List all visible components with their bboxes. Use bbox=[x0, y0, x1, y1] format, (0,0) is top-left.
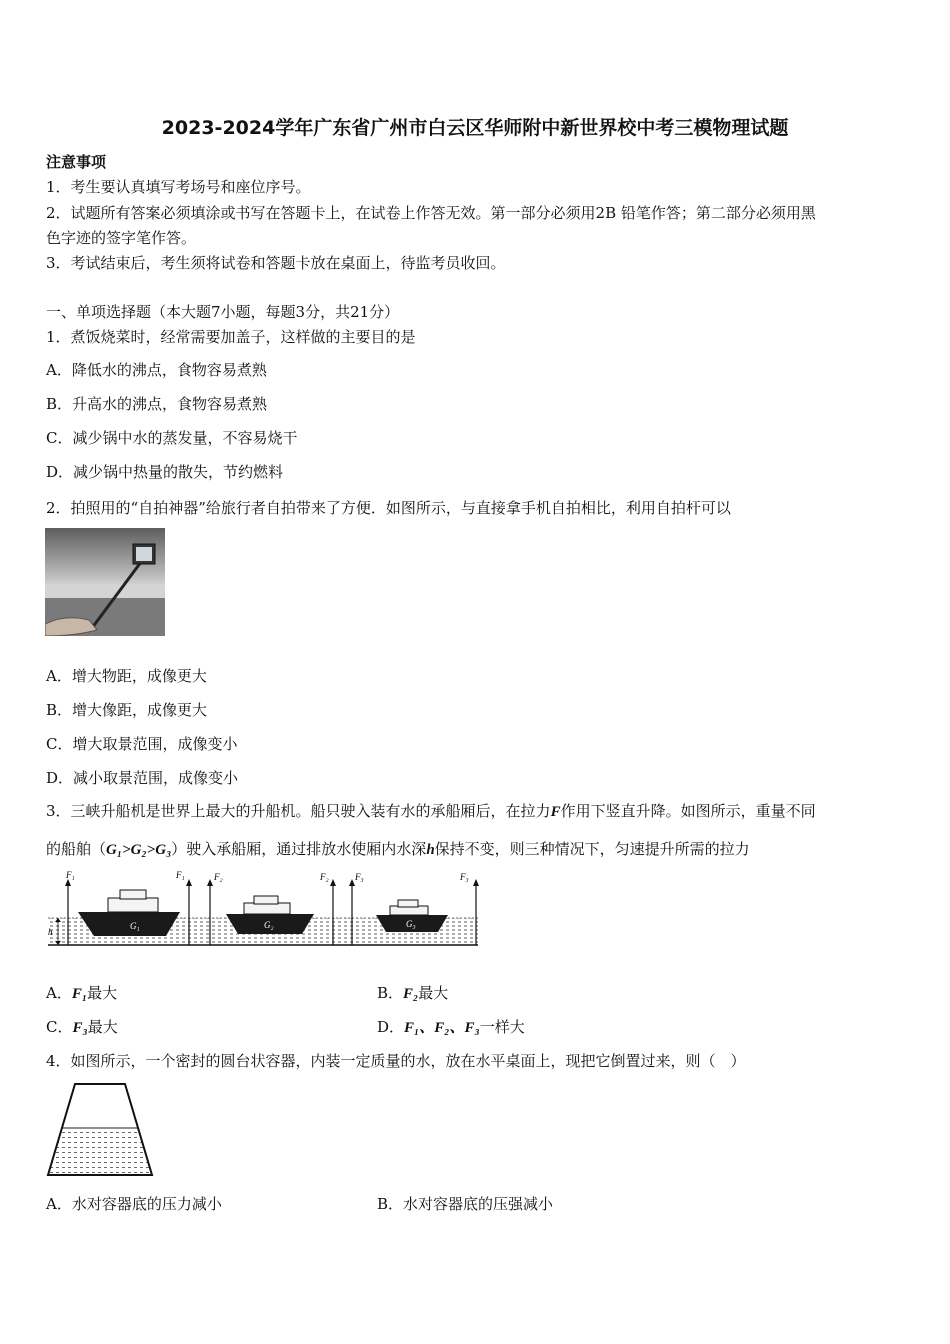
notice-item: 2．试题所有答案必须填涂或书写在答题卡上，在试卷上作答无效。第一部分必须用2B 铅笔作答；第二部分必须用黑 bbox=[46, 204, 816, 222]
question-2-stem: 2．拍照用的“自拍神器”给旅行者自拍带来了方便．如图所示，与直接拿手机自拍相比，利用自拍杆可以 bbox=[46, 499, 731, 517]
f3-label-left: F₃ bbox=[355, 872, 364, 882]
q4-option-a: A．水对容器底的压力减小 bbox=[46, 1195, 222, 1213]
notice-item: 3．考试结束后，考生须将试卷和答题卡放在桌面上，待监考员收回。 bbox=[46, 254, 506, 272]
frustum-container-diagram bbox=[44, 1080, 156, 1178]
q3-option-b: B．F₂最大 bbox=[377, 984, 449, 1002]
f2-label-right: F₂ bbox=[320, 872, 329, 882]
g2-label: G₂ bbox=[264, 920, 274, 930]
question-3-stem-line2: 的船舶（G₁>G₂>G₃）驶入承船厢，通过排放水使厢内水深h保持不变，则三种情况下，匀速提升所需的拉力 bbox=[46, 840, 750, 858]
page-title: 2023-2024学年广东省广州市白云区华师附中新世界校中考三模物理试题 bbox=[161, 117, 789, 139]
section-heading: 一、单项选择题（本大题7小题，每题3分，共21分） bbox=[46, 303, 400, 321]
h-label: h bbox=[48, 927, 53, 937]
q1-option-c: C．减少锅中水的蒸发量，不容易烧干 bbox=[46, 429, 298, 447]
g3-label: G₃ bbox=[406, 919, 416, 929]
q4-option-b: B．水对容器底的压强减小 bbox=[377, 1195, 554, 1213]
q2-option-d: D．减小取景范围，成像变小 bbox=[46, 769, 239, 787]
selfie-stick-photo bbox=[45, 528, 165, 636]
question-3-stem-line1: 3．三峡升船机是世界上最大的升船机。船只驶入装有水的承船厢后，在拉力F作用下竖直升降。如图所示，重量不同 bbox=[46, 802, 816, 820]
notice-item: 色字迹的签字笔作答。 bbox=[46, 229, 197, 247]
q3-option-a: A．F₁最大 bbox=[46, 984, 118, 1002]
f1-label-right: F₁ bbox=[176, 870, 185, 880]
q1-option-b: B．升高水的沸点，食物容易煮熟 bbox=[46, 395, 268, 413]
q1-option-a: A．降低水的沸点，食物容易煮熟 bbox=[46, 361, 267, 379]
q2-option-b: B．增大像距，成像更大 bbox=[46, 701, 208, 719]
question-4-stem: 4．如图所示，一个密封的圆台状容器，内装一定质量的水，放在水平桌面上，现把它倒置过来，则（ ） bbox=[46, 1052, 746, 1070]
notice-heading: 注意事项 bbox=[46, 153, 107, 171]
question-1-stem: 1．煮饭烧菜时，经常需要加盖子，这样做的主要目的是 bbox=[46, 328, 416, 346]
q3-option-c: C．F₃最大 bbox=[46, 1018, 118, 1036]
q2-option-a: A．增大物距，成像更大 bbox=[46, 667, 207, 685]
notice-item: 1．考生要认真填写考场号和座位序号。 bbox=[46, 178, 311, 196]
q3-option-d: D．F₁、F₂、F₃一样大 bbox=[377, 1018, 525, 1036]
f2-label-left: F₂ bbox=[214, 872, 223, 882]
q1-option-d: D．减少锅中热量的散失，节约燃料 bbox=[46, 463, 284, 481]
q2-option-c: C．增大取景范围，成像变小 bbox=[46, 735, 238, 753]
f1-label-left: F₁ bbox=[66, 870, 75, 880]
ship-lift-diagram bbox=[44, 868, 484, 950]
f3-label-right: F₃ bbox=[460, 872, 469, 882]
g1-label: G₁ bbox=[130, 921, 140, 931]
